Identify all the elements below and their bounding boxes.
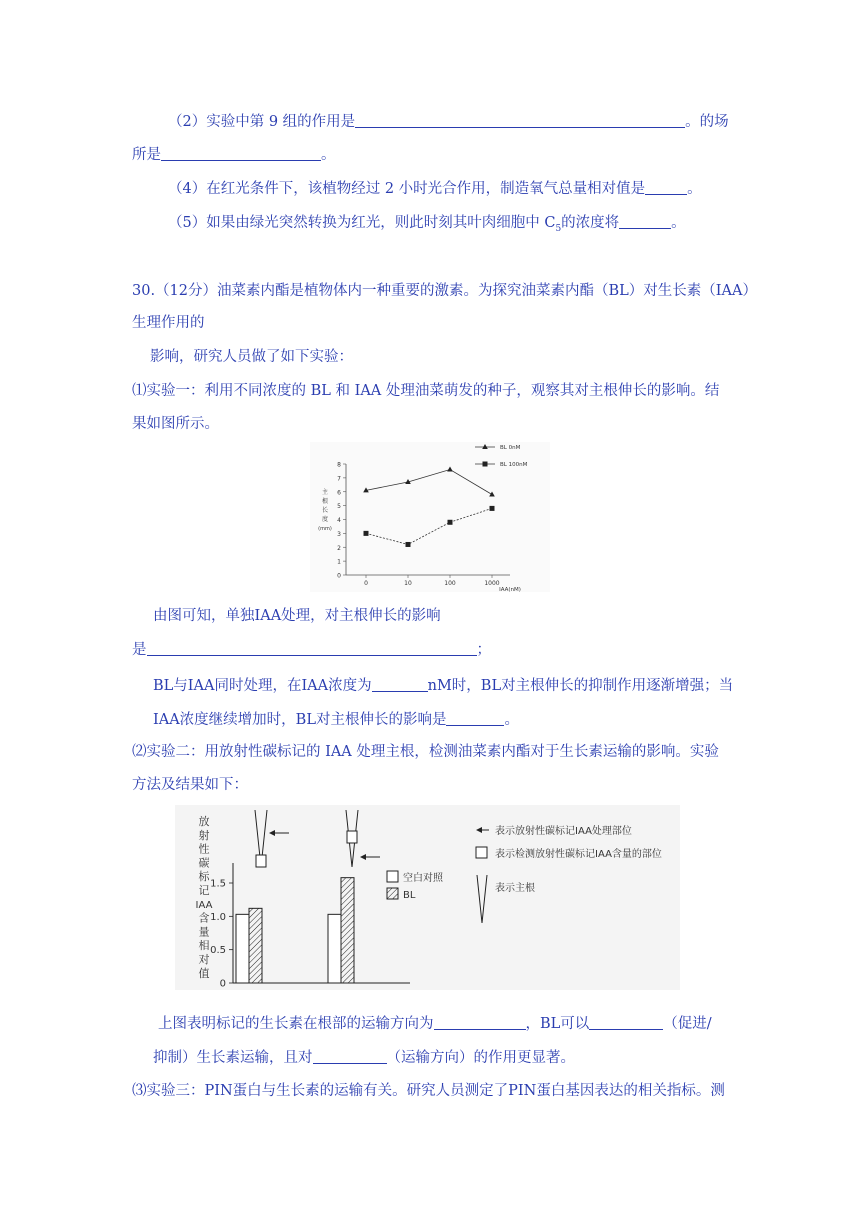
figure-1-line-chart xyxy=(310,442,550,592)
ans2-text-3: IAA浓度继续增加时，BL对主根伸长的影响是 xyxy=(153,712,447,728)
y-axis-label-char: 根 xyxy=(321,498,329,505)
square-marker xyxy=(406,542,411,547)
y-tick-label: 3 xyxy=(337,530,341,538)
q5-period: 。 xyxy=(671,215,686,231)
y-axis-label-char: 相 xyxy=(198,939,210,953)
ans3-text-5: （运输方向）的作用更显著。 xyxy=(386,1050,575,1066)
legend-swatch xyxy=(387,888,398,899)
exp3-line: ⑶实验三：PIN蛋白与生长素的运输有关。研究人员测定了PIN蛋白基因表达的相关指标。测 xyxy=(132,1083,725,1099)
y-axis-label-char: 标 xyxy=(198,870,210,884)
control-bar xyxy=(236,914,249,983)
ans3-blank-3[interactable] xyxy=(313,1049,387,1064)
ans3-blank-1[interactable] xyxy=(434,1015,526,1030)
legend-label: BL 100nM xyxy=(500,462,528,468)
q2-blank[interactable] xyxy=(355,113,685,128)
y-axis-label-char: 量 xyxy=(198,925,210,939)
y-tick-label: 2 xyxy=(337,544,341,552)
ans2-line-2 xyxy=(153,710,519,730)
q5-line xyxy=(168,213,686,239)
legend-label: BL xyxy=(403,890,416,901)
y-axis-label-char: 记 xyxy=(198,884,210,897)
q4-line xyxy=(168,179,702,199)
legend-swatch xyxy=(387,871,398,882)
y-axis-label-char: 含 xyxy=(198,911,210,925)
x-tick-label: 1000 xyxy=(484,580,500,587)
y-axis-label-char: 对 xyxy=(198,953,210,966)
q5-text-2: 的浓度将 xyxy=(561,215,620,231)
square-marker xyxy=(364,531,369,536)
ans3-blank-2[interactable] xyxy=(589,1015,663,1030)
x-tick-label: 10 xyxy=(404,580,412,587)
y-tick-label: 7 xyxy=(337,475,341,483)
q2-period: 。 xyxy=(321,147,336,163)
y-axis-label-char: (mm) xyxy=(318,526,332,532)
q5-blank[interactable] xyxy=(619,214,671,229)
bl-bar xyxy=(249,908,262,983)
exp2-line-2: 方法及结果如下： xyxy=(132,777,248,793)
y-axis-label-char: 放 xyxy=(198,815,210,828)
q2-text: （2）实验中第 9 组的作用是 xyxy=(168,114,356,130)
y-tick-label: 0.5 xyxy=(210,945,226,957)
ans2-blank-1[interactable] xyxy=(372,677,428,692)
legend-square-marker xyxy=(483,462,488,467)
lower-treatment-detect-box xyxy=(347,831,357,843)
bl-bar xyxy=(341,878,354,983)
y-axis-label-char: 主 xyxy=(321,489,329,496)
y-axis-label-char: 值 xyxy=(198,966,210,980)
q4-blank[interactable] xyxy=(645,180,687,195)
y-tick-label: 1 xyxy=(337,558,341,566)
q2-line xyxy=(168,112,729,132)
q5-subscript: 5 xyxy=(555,223,562,234)
y-tick-label: 0 xyxy=(337,572,341,580)
note-label-3: 表示主根 xyxy=(495,883,535,894)
ans2-text-2: nM时，BL对主根伸长的抑制作用逐渐增强；当 xyxy=(427,678,734,694)
ans1-line-2 xyxy=(132,640,491,660)
x-tick-label: 0 xyxy=(364,580,368,587)
legend-label: 空白对照 xyxy=(403,873,443,884)
ans2-line-1 xyxy=(153,676,733,696)
q30-intro-3: 影响，研究人员做了如下实验： xyxy=(150,349,353,365)
q4-text: （4）在红光条件下，该植物经过 2 小时光合作用，制造氧气总量相对值是 xyxy=(168,181,646,197)
y-tick-label: 8 xyxy=(337,461,341,469)
ans1-blank[interactable] xyxy=(147,641,477,656)
figure-2-bar-chart xyxy=(175,805,680,990)
y-tick-label: 1.5 xyxy=(210,878,226,890)
y-tick-label: 5 xyxy=(337,503,341,511)
y-axis-label-char: 长 xyxy=(321,507,329,514)
ans1-label: 是 xyxy=(132,642,147,658)
q30-intro-2: 生理作用的 xyxy=(132,315,205,331)
y-axis-label-char: 碳 xyxy=(198,856,210,870)
control-bar xyxy=(328,914,341,983)
ans3-text-4: 抑制）生长素运输，且对 xyxy=(153,1050,313,1066)
square-marker xyxy=(448,520,453,525)
ans3-line-2 xyxy=(153,1048,575,1068)
q2-text-end: 。的场 xyxy=(685,114,729,130)
y-axis-label-char: 性 xyxy=(198,842,210,856)
upper-treatment-detect-box xyxy=(256,855,266,867)
y-tick-label: 0 xyxy=(219,978,226,990)
exp1-line-2: 果如图所示。 xyxy=(132,416,219,432)
y-axis-label-char: IAA xyxy=(195,899,213,911)
note-box-icon xyxy=(476,847,487,858)
y-axis-label-char: 射 xyxy=(198,828,210,842)
q30-intro-1: 30.（12分）油菜素内酯是植物体内一种重要的激素。为探究油菜素内酯（BL）对生长素（IAA） xyxy=(132,283,757,299)
ans3-text: 上图表明标记的生长素在根部的运输方向为 xyxy=(158,1016,434,1032)
q2-line-2 xyxy=(132,145,336,165)
q2-text-2: 所是 xyxy=(132,147,161,163)
y-tick-label: 1.0 xyxy=(210,911,226,923)
ans2-blank-2[interactable] xyxy=(446,711,504,726)
ans2-period: 。 xyxy=(504,712,519,728)
ans2-text: BL与IAA同时处理，在IAA浓度为 xyxy=(153,678,372,694)
q4-period: 。 xyxy=(687,181,702,197)
q2-blank-2[interactable] xyxy=(161,146,321,161)
square-marker xyxy=(490,506,495,511)
ans3-text-2: ，BL可以 xyxy=(525,1016,590,1032)
exp2-line-1: ⑵实验二：用放射性碳标记的 IAA 处理主根，检测油菜素内酯对于生长素运输的影响。实验 xyxy=(132,744,719,760)
ans1-line-1: 由图可知，单独IAA处理，对主根伸长的影响 xyxy=(153,608,441,624)
exp1-line-1: ⑴实验一：利用不同浓度的 BL 和 IAA 处理油菜萌发的种子，观察其对主根伸长的影响。结 xyxy=(132,383,720,399)
y-axis-label-char: 度 xyxy=(321,516,329,523)
ans3-line-1 xyxy=(158,1014,712,1034)
ans3-text-3: （促进/ xyxy=(663,1016,712,1032)
note-label-1: 表示放射性碳标记IAA处理部位 xyxy=(495,826,632,837)
note-label-2: 表示检测放射性碳标记IAA含量的部位 xyxy=(495,849,662,860)
y-tick-label: 6 xyxy=(337,489,341,497)
q5-text: （5）如果由绿光突然转换为红光，则此时刻其叶肉细胞中 C xyxy=(168,215,556,231)
ans1-semicolon: ； xyxy=(476,642,491,658)
x-axis-label: IAA(nM) xyxy=(499,587,521,592)
legend-label: BL 0nM xyxy=(500,445,521,451)
y-tick-label: 4 xyxy=(337,517,341,524)
x-tick-label: 100 xyxy=(444,580,456,587)
